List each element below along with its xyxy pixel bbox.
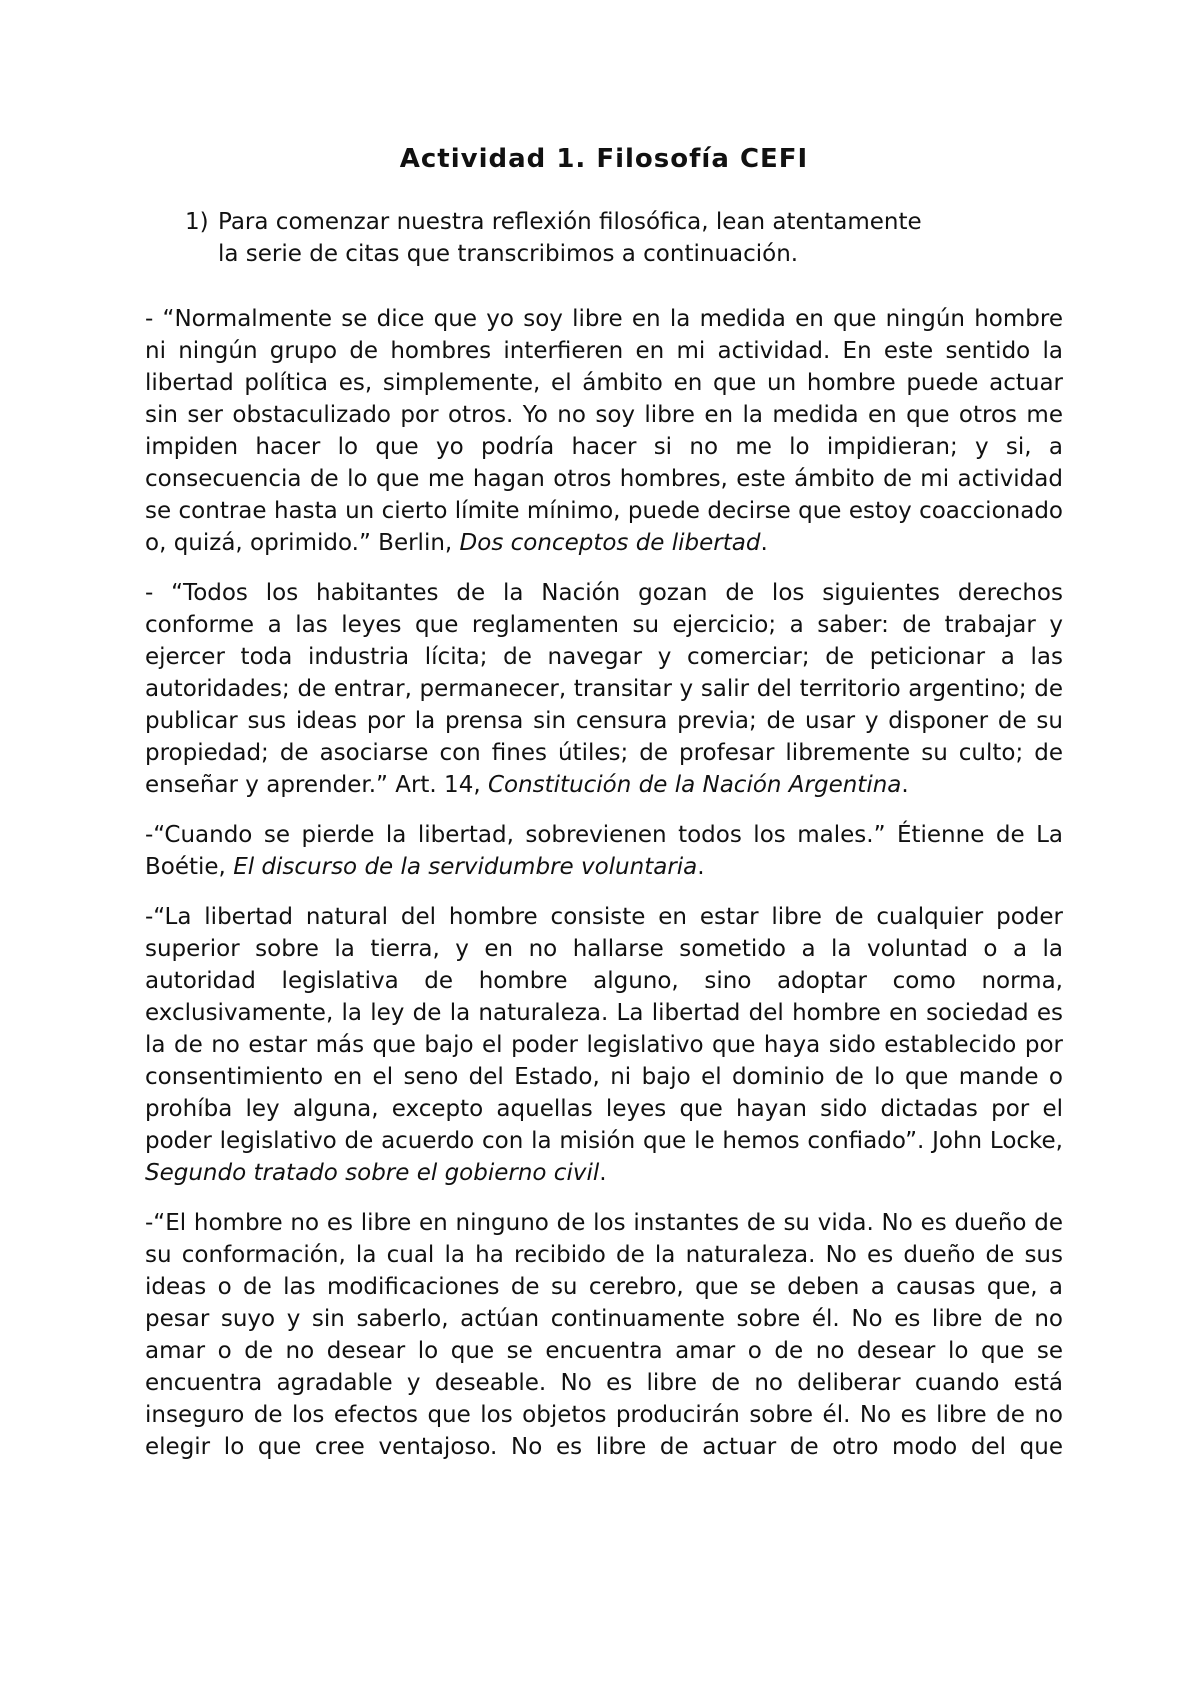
quote-work-title: Constitución de la Nación Argentina — [487, 772, 902, 798]
quote-work-title: Dos conceptos de libertad — [459, 530, 761, 556]
quote-la-boetie — [145, 819, 1063, 883]
document-title: Actividad 1. Filosofía CEFI — [399, 144, 809, 174]
instruction-item — [145, 206, 1063, 270]
quote-text: -“Cuando se pierde la libertad, sobrevienen todos los males.” Étienne de La Boétie, — [145, 822, 1063, 880]
quote-hombre-no-libre — [145, 1207, 1063, 1463]
quote-work-title: Segundo tratado sobre el gobierno civil — [145, 1160, 600, 1186]
quote-end: . — [697, 854, 705, 880]
quote-text: -“El hombre no es libre en ninguno de los instantes de su vida. No es dueño de su conformación, la cual la ha recibido de la naturaleza. No es dueño de sus ideas o de las modificaciones de su cerebro, que se deben a causas que, a pesar suyo y sin saberlo, actúan continuamente sobre él. No es libre de no amar o de no desear lo que se encuentra amar o de no desear lo que se encuentra agradable y deseable. No es libre de no deliberar cuando está inseguro de los efectos que los objetos producirán sobre él. No es libre de no elegir lo que cree ventajoso. No es libre de actuar de otro modo del que — [145, 1210, 1063, 1460]
quote-end: . — [599, 1160, 607, 1186]
document-page — [145, 142, 1063, 1481]
quote-text: - “Normalmente se dice que yo soy libre en la medida en que ningún hombre ni ningún grupo de hombres interfieren en mi actividad. En este sentido la libertad política es, simplemente, el ámbito en que un hombre puede actuar sin ser obstaculizado por otros. Yo no soy libre en la medida en que otros me impiden hacer lo que yo podría hacer si no me lo impidieran; y si, a consecuencia de lo que me hagan otros hombres, este ámbito de mi actividad se contrae hasta un cierto límite mínimo, puede decirse que estoy coaccionado o, quizá, oprimido.” Berlin, — [145, 306, 1063, 556]
quote-end: . — [901, 772, 909, 798]
quote-work-title: El discurso de la servidumbre voluntaria — [233, 854, 698, 880]
quote-text: - “Todos los habitantes de la Nación gozan de los siguientes derechos conforme a las leyes que reglamenten su ejercicio; a saber: de trabajar y ejercer toda industria lícita; de navegar y comerciar; de peticionar a las autoridades; de entrar, permanecer, transitar y salir del territorio argentino; de publicar sus ideas por la prensa sin censura previa; de usar y disponer de su propiedad; de asociarse con fines útiles; de profesar libremente su culto; de enseñar y aprender.” Art. 14, — [145, 580, 1063, 798]
quote-locke — [145, 901, 1063, 1189]
quote-end: . — [760, 530, 768, 556]
quote-berlin — [145, 303, 1063, 559]
quote-constitucion — [145, 577, 1063, 801]
instruction-text: Para comenzar nuestra reflexión filosófica, lean atentamente la serie de citas que transcribimos a continuación. — [218, 209, 922, 267]
quote-text: -“La libertad natural del hombre consiste en estar libre de cualquier poder superior sobre la tierra, y en no hallarse sometido a la voluntad o a la autoridad legislativa de hombre alguno, sino adoptar como norma, exclusivamente, la ley de la naturaleza. La libertad del hombre en sociedad es la de no estar más que bajo el poder legislativo que haya sido establecido por consentimiento en el seno del Estado, ni bajo el dominio de lo que mande o prohíba ley alguna, excepto aquellas leyes que hayan sido dictadas por el poder legislativo de acuerdo con la misión que le hemos confiado”. John Locke, — [145, 904, 1063, 1154]
instruction-number: 1) — [185, 209, 209, 235]
